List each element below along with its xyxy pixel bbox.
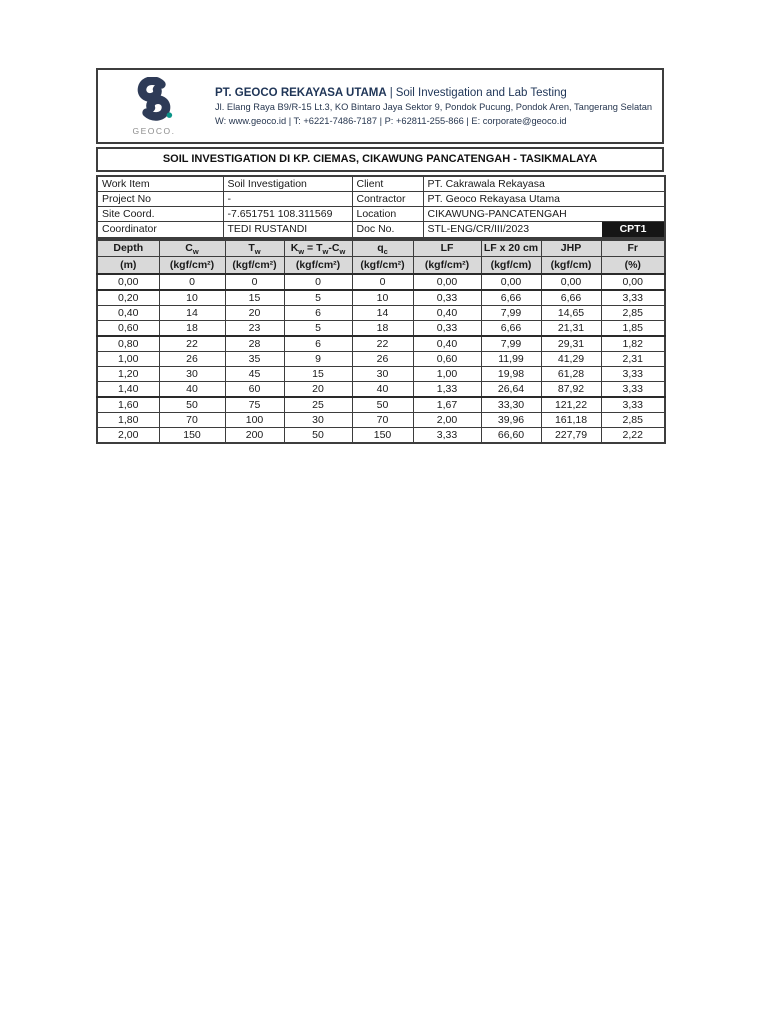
table-cell: 15 (225, 290, 284, 306)
cpt-badge: CPT1 (602, 222, 664, 237)
table-row (97, 381, 665, 397)
table-cell: 3,33 (601, 290, 665, 306)
table-cell: 100 (225, 412, 284, 427)
table-cell: 0 (225, 274, 284, 290)
meta-label: Contractor (352, 191, 423, 206)
table-row (97, 305, 665, 320)
table-cell: 2,85 (601, 412, 665, 427)
separator: | (389, 86, 393, 99)
meta-label: Location (352, 206, 423, 221)
table-cell: 30 (159, 366, 225, 381)
table-cell: 227,79 (541, 427, 601, 443)
company-info (210, 87, 662, 126)
table-cell: 50 (284, 427, 352, 443)
table-cell: 2,85 (601, 305, 665, 320)
meta-row (97, 176, 665, 191)
table-cell: 2,31 (601, 351, 665, 366)
table-cell: 7,99 (481, 336, 541, 352)
table-cell: 22 (352, 336, 413, 352)
table-cell: 1,85 (601, 320, 665, 336)
table-cell: 0,80 (97, 336, 159, 352)
column-header: $K_w = T_w-C_w$ (284, 240, 352, 257)
table-cell: 150 (352, 427, 413, 443)
column-unit: (kgf/cm²) (225, 257, 284, 274)
meta-value: - (223, 191, 352, 206)
company-tagline: Soil Investigation and Lab Testing (395, 86, 567, 99)
column-unit: (kgf/cm²) (284, 257, 352, 274)
table-cell: 1,82 (601, 336, 665, 352)
table-cell: 6,66 (481, 320, 541, 336)
table-cell: 33,30 (481, 397, 541, 413)
table-row (97, 290, 665, 306)
soil-report-document (96, 68, 664, 444)
table-cell: 1,60 (97, 397, 159, 413)
table-cell: 30 (284, 412, 352, 427)
table-cell: 0,00 (413, 274, 481, 290)
table-cell: 0 (352, 274, 413, 290)
table-cell: 3,33 (413, 427, 481, 443)
table-cell: 18 (352, 320, 413, 336)
table-cell: 15 (284, 366, 352, 381)
header-row-labels (97, 240, 665, 257)
company-address: Jl. Elang Raya B9/R-15 Lt.3, KO Bintaro Jaya Sektor 9, Pondok Pucung, Pondok Aren, Tangerang Selatan (215, 102, 653, 112)
table-cell: 0,00 (481, 274, 541, 290)
table-cell: 0 (159, 274, 225, 290)
column-unit: (%) (601, 257, 665, 274)
table-row (97, 397, 665, 413)
table-cell: 3,33 (601, 381, 665, 397)
column-header: $C_w$ (159, 240, 225, 257)
table-cell: 26 (352, 351, 413, 366)
table-cell: 6,66 (541, 290, 601, 306)
meta-table (96, 175, 666, 239)
column-header: LF x 20 cm (481, 240, 541, 257)
table-cell: 5 (284, 320, 352, 336)
table-cell: 7,99 (481, 305, 541, 320)
table-cell: 10 (159, 290, 225, 306)
table-cell: 28 (225, 336, 284, 352)
geoco-logo-icon (124, 77, 184, 125)
meta-table-body (97, 176, 665, 238)
column-header: JHP (541, 240, 601, 257)
column-header: Fr (601, 240, 665, 257)
table-cell: 25 (284, 397, 352, 413)
table-cell: 1,40 (97, 381, 159, 397)
table-cell: 0,40 (413, 305, 481, 320)
table-cell: 1,00 (413, 366, 481, 381)
table-cell: 35 (225, 351, 284, 366)
meta-value: PT. Geoco Rekayasa Utama (423, 191, 665, 206)
table-cell: 61,28 (541, 366, 601, 381)
table-cell: 2,00 (97, 427, 159, 443)
company-logo (98, 77, 210, 136)
doc-no-value: STL-ENG/CR/III/2023 (427, 223, 530, 235)
meta-value (423, 221, 665, 238)
table-cell: 6 (284, 305, 352, 320)
meta-label: Doc No. (352, 221, 423, 238)
table-cell: 1,20 (97, 366, 159, 381)
table-cell: 60 (225, 381, 284, 397)
company-name-line (215, 87, 658, 99)
meta-label: Coordinator (97, 221, 223, 238)
table-cell: 0,40 (413, 336, 481, 352)
table-row (97, 336, 665, 352)
column-header: Depth (97, 240, 159, 257)
letterhead (96, 68, 664, 144)
meta-value: PT. Cakrawala Rekayasa (423, 176, 665, 191)
table-row (97, 366, 665, 381)
table-cell: 20 (284, 381, 352, 397)
report-title: SOIL INVESTIGATION DI KP. CIEMAS, CIKAWUNG PANCATENGAH - TASIKMALAYA (96, 147, 664, 172)
table-cell: 14 (352, 305, 413, 320)
column-header: $q_c$ (352, 240, 413, 257)
table-cell: 3,33 (601, 397, 665, 413)
column-unit: (kgf/cm²) (352, 257, 413, 274)
meta-label: Client (352, 176, 423, 191)
table-cell: 121,22 (541, 397, 601, 413)
table-cell: 10 (352, 290, 413, 306)
table-cell: 11,99 (481, 351, 541, 366)
table-cell: 50 (352, 397, 413, 413)
table-cell: 41,29 (541, 351, 601, 366)
table-row (97, 320, 665, 336)
table-cell: 2,00 (413, 412, 481, 427)
column-unit: (kgf/cm²) (413, 257, 481, 274)
table-cell: 70 (159, 412, 225, 427)
table-cell: 5 (284, 290, 352, 306)
table-cell: 1,80 (97, 412, 159, 427)
meta-value: TEDI RUSTANDI (223, 221, 352, 238)
table-cell: 21,31 (541, 320, 601, 336)
table-cell: 0 (284, 274, 352, 290)
table-cell: 14 (159, 305, 225, 320)
column-unit: (kgf/cm²) (159, 257, 225, 274)
table-cell: 29,31 (541, 336, 601, 352)
table-cell: 75 (225, 397, 284, 413)
table-cell: 30 (352, 366, 413, 381)
meta-label: Work Item (97, 176, 223, 191)
company-contact: W: www.geoco.id | T: +6221-7486-7187 | P: +62811-255-866 | E: corporate@geoco.id (215, 115, 567, 126)
table-cell: 39,96 (481, 412, 541, 427)
table-cell: 26 (159, 351, 225, 366)
meta-label: Site Coord. (97, 206, 223, 221)
table-cell: 1,33 (413, 381, 481, 397)
table-cell: 19,98 (481, 366, 541, 381)
logo-wordmark: GEOCO. (132, 125, 176, 136)
table-cell: 200 (225, 427, 284, 443)
cpt-data-table (96, 239, 666, 444)
table-cell: 0,33 (413, 320, 481, 336)
table-cell: 40 (352, 381, 413, 397)
table-cell: 0,00 (97, 274, 159, 290)
table-row (97, 412, 665, 427)
meta-row (97, 221, 665, 238)
table-cell: 150 (159, 427, 225, 443)
table-cell: 0,60 (413, 351, 481, 366)
table-cell: 0,40 (97, 305, 159, 320)
meta-value: -7.651751 108.311569 (223, 206, 352, 221)
table-cell: 2,22 (601, 427, 665, 443)
meta-label: Project No (97, 191, 223, 206)
column-header: LF (413, 240, 481, 257)
data-table-body (97, 274, 665, 443)
doc-no-wrap (424, 222, 665, 237)
table-cell: 6,66 (481, 290, 541, 306)
column-header: $T_w$ (225, 240, 284, 257)
header-row-units (97, 257, 665, 274)
table-row (97, 274, 665, 290)
data-table-head (97, 240, 665, 274)
table-cell: 18 (159, 320, 225, 336)
table-cell: 14,65 (541, 305, 601, 320)
table-cell: 26,64 (481, 381, 541, 397)
table-cell: 0,00 (601, 274, 665, 290)
table-cell: 1,67 (413, 397, 481, 413)
table-cell: 0,60 (97, 320, 159, 336)
table-row (97, 427, 665, 443)
table-row (97, 351, 665, 366)
table-cell: 1,00 (97, 351, 159, 366)
company-name: PT. GEOCO REKAYASA UTAMA (215, 86, 387, 99)
table-cell: 23 (225, 320, 284, 336)
column-unit: (kgf/cm) (481, 257, 541, 274)
table-cell: 22 (159, 336, 225, 352)
column-unit: (m) (97, 257, 159, 274)
table-cell: 50 (159, 397, 225, 413)
table-cell: 66,60 (481, 427, 541, 443)
table-cell: 6 (284, 336, 352, 352)
table-cell: 161,18 (541, 412, 601, 427)
table-cell: 3,33 (601, 366, 665, 381)
column-unit: (kgf/cm) (541, 257, 601, 274)
table-cell: 20 (225, 305, 284, 320)
meta-row (97, 191, 665, 206)
table-cell: 87,92 (541, 381, 601, 397)
table-cell: 45 (225, 366, 284, 381)
table-cell: 0,20 (97, 290, 159, 306)
meta-value: Soil Investigation (223, 176, 352, 191)
meta-value: CIKAWUNG-PANCATENGAH (423, 206, 665, 221)
meta-row (97, 206, 665, 221)
table-cell: 40 (159, 381, 225, 397)
table-cell: 0,00 (541, 274, 601, 290)
table-cell: 70 (352, 412, 413, 427)
table-cell: 0,33 (413, 290, 481, 306)
table-cell: 9 (284, 351, 352, 366)
